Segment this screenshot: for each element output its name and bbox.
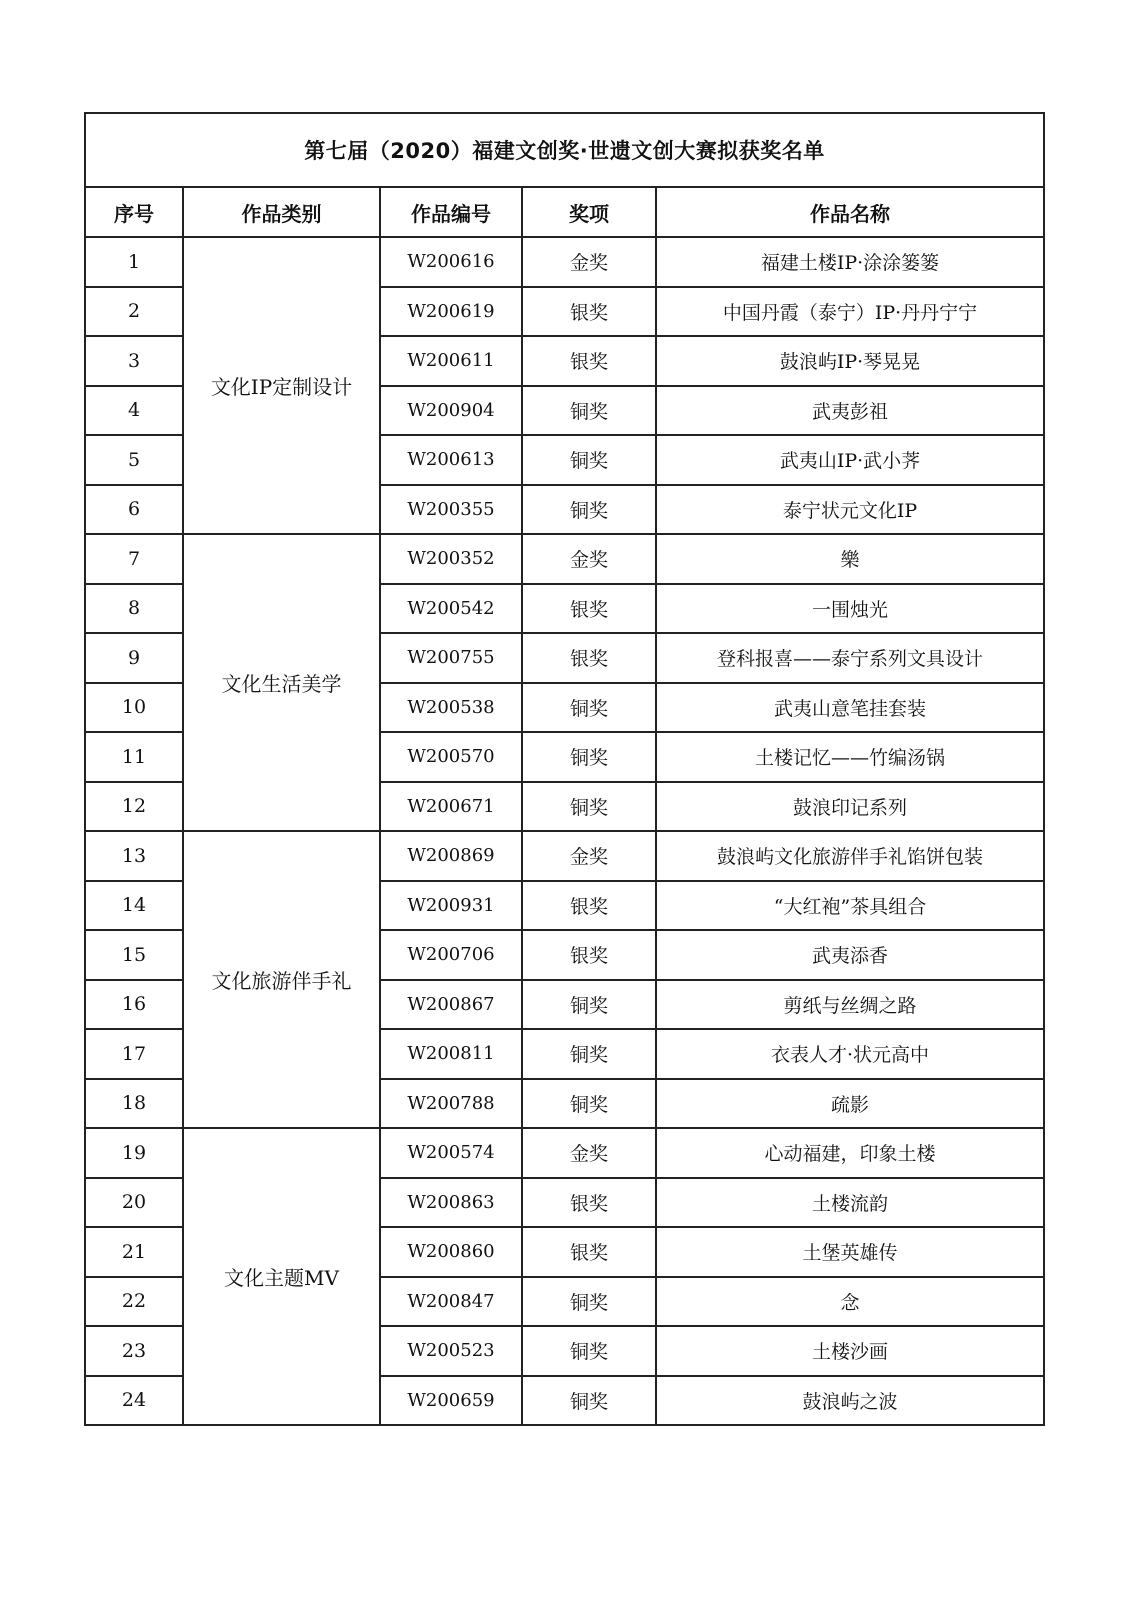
cell-seq: 8 <box>85 584 183 634</box>
cell-code: W200904 <box>380 386 522 436</box>
cell-seq: 15 <box>85 930 183 980</box>
header-award: 奖项 <box>522 187 656 237</box>
cell-award: 铜奖 <box>522 732 656 782</box>
cell-work-name: 剪纸与丝绸之路 <box>656 980 1044 1030</box>
cell-award: 银奖 <box>522 1178 656 1228</box>
cell-category: 文化IP定制设计 <box>183 237 380 534</box>
cell-work-name: 武夷彭祖 <box>656 386 1044 436</box>
cell-code: W200659 <box>380 1376 522 1426</box>
table-row <box>85 1128 1044 1178</box>
cell-seq: 20 <box>85 1178 183 1228</box>
cell-seq: 14 <box>85 881 183 931</box>
cell-award: 银奖 <box>522 1227 656 1277</box>
cell-code: W200619 <box>380 287 522 337</box>
cell-seq: 6 <box>85 485 183 535</box>
table-row <box>85 534 1044 584</box>
cell-work-name: 土楼沙画 <box>656 1326 1044 1376</box>
cell-work-name: 鼓浪屿之波 <box>656 1376 1044 1426</box>
table-row <box>85 237 1044 287</box>
cell-category: 文化生活美学 <box>183 534 380 831</box>
cell-work-name: 武夷添香 <box>656 930 1044 980</box>
table-body <box>85 237 1044 1425</box>
cell-code: W200355 <box>380 485 522 535</box>
cell-code: W200611 <box>380 336 522 386</box>
cell-seq: 4 <box>85 386 183 436</box>
cell-seq: 1 <box>85 237 183 287</box>
cell-code: W200542 <box>380 584 522 634</box>
cell-work-name: 中国丹霞（泰宁）IP·丹丹宁宁 <box>656 287 1044 337</box>
table-row <box>85 831 1044 881</box>
cell-seq: 10 <box>85 683 183 733</box>
cell-work-name: 土楼记忆——竹编汤锅 <box>656 732 1044 782</box>
cell-seq: 12 <box>85 782 183 832</box>
cell-award: 铜奖 <box>522 683 656 733</box>
cell-code: W200931 <box>380 881 522 931</box>
cell-code: W200570 <box>380 732 522 782</box>
cell-code: W200755 <box>380 633 522 683</box>
cell-award: 金奖 <box>522 534 656 584</box>
table-title-row <box>85 113 1044 187</box>
cell-award: 银奖 <box>522 287 656 337</box>
header-category: 作品类别 <box>183 187 380 237</box>
cell-work-name: 衣表人才·状元高中 <box>656 1029 1044 1079</box>
cell-category: 文化旅游伴手礼 <box>183 831 380 1128</box>
cell-award: 铜奖 <box>522 485 656 535</box>
cell-work-name: 念 <box>656 1277 1044 1327</box>
cell-award: 银奖 <box>522 930 656 980</box>
cell-code: W200706 <box>380 930 522 980</box>
cell-code: W200523 <box>380 1326 522 1376</box>
award-list-table <box>84 112 1045 1426</box>
cell-seq: 24 <box>85 1376 183 1426</box>
cell-award: 铜奖 <box>522 1376 656 1426</box>
cell-code: W200574 <box>380 1128 522 1178</box>
table-title: 第七届（2020）福建文创奖·世遗文创大赛拟获奖名单 <box>85 113 1044 187</box>
cell-award: 银奖 <box>522 336 656 386</box>
cell-work-name: 福建土楼IP·涂涂篓篓 <box>656 237 1044 287</box>
cell-award: 铜奖 <box>522 1079 656 1129</box>
cell-code: W200613 <box>380 435 522 485</box>
cell-seq: 19 <box>85 1128 183 1178</box>
cell-seq: 23 <box>85 1326 183 1376</box>
cell-award: 铜奖 <box>522 435 656 485</box>
cell-seq: 22 <box>85 1277 183 1327</box>
cell-award: 银奖 <box>522 881 656 931</box>
cell-work-name: 心动福建，印象土楼 <box>656 1128 1044 1178</box>
cell-seq: 2 <box>85 287 183 337</box>
cell-code: W200788 <box>380 1079 522 1129</box>
header-seq: 序号 <box>85 187 183 237</box>
cell-work-name: 樂 <box>656 534 1044 584</box>
cell-work-name: 土堡英雄传 <box>656 1227 1044 1277</box>
cell-work-name: 武夷山意笔挂套装 <box>656 683 1044 733</box>
cell-award: 铜奖 <box>522 782 656 832</box>
cell-award: 铜奖 <box>522 980 656 1030</box>
cell-seq: 9 <box>85 633 183 683</box>
cell-seq: 17 <box>85 1029 183 1079</box>
cell-seq: 3 <box>85 336 183 386</box>
cell-award: 金奖 <box>522 831 656 881</box>
cell-code: W200671 <box>380 782 522 832</box>
cell-award: 铜奖 <box>522 386 656 436</box>
cell-work-name: 泰宁状元文化IP <box>656 485 1044 535</box>
cell-seq: 11 <box>85 732 183 782</box>
cell-award: 银奖 <box>522 633 656 683</box>
cell-award: 铜奖 <box>522 1029 656 1079</box>
cell-code: W200616 <box>380 237 522 287</box>
cell-work-name: 鼓浪屿文化旅游伴手礼馅饼包装 <box>656 831 1044 881</box>
cell-code: W200847 <box>380 1277 522 1327</box>
cell-work-name: 登科报喜——泰宁系列文具设计 <box>656 633 1044 683</box>
cell-work-name: 一围烛光 <box>656 584 1044 634</box>
cell-seq: 18 <box>85 1079 183 1129</box>
cell-award: 银奖 <box>522 584 656 634</box>
header-code: 作品编号 <box>380 187 522 237</box>
table-header-row <box>85 187 1044 237</box>
cell-code: W200863 <box>380 1178 522 1228</box>
cell-code: W200867 <box>380 980 522 1030</box>
cell-work-name: 鼓浪屿IP·琴晃晃 <box>656 336 1044 386</box>
cell-work-name: 土楼流韵 <box>656 1178 1044 1228</box>
cell-award: 金奖 <box>522 237 656 287</box>
cell-award: 金奖 <box>522 1128 656 1178</box>
cell-work-name: 鼓浪印记系列 <box>656 782 1044 832</box>
cell-code: W200538 <box>380 683 522 733</box>
cell-seq: 13 <box>85 831 183 881</box>
cell-seq: 5 <box>85 435 183 485</box>
cell-code: W200869 <box>380 831 522 881</box>
cell-code: W200352 <box>380 534 522 584</box>
cell-work-name: “大红袍”茶具组合 <box>656 881 1044 931</box>
cell-code: W200811 <box>380 1029 522 1079</box>
cell-category: 文化主题MV <box>183 1128 380 1425</box>
cell-code: W200860 <box>380 1227 522 1277</box>
cell-seq: 7 <box>85 534 183 584</box>
cell-work-name: 疏影 <box>656 1079 1044 1129</box>
cell-award: 铜奖 <box>522 1277 656 1327</box>
cell-work-name: 武夷山IP·武小荠 <box>656 435 1044 485</box>
cell-seq: 16 <box>85 980 183 1030</box>
cell-seq: 21 <box>85 1227 183 1277</box>
header-name: 作品名称 <box>656 187 1044 237</box>
cell-award: 铜奖 <box>522 1326 656 1376</box>
